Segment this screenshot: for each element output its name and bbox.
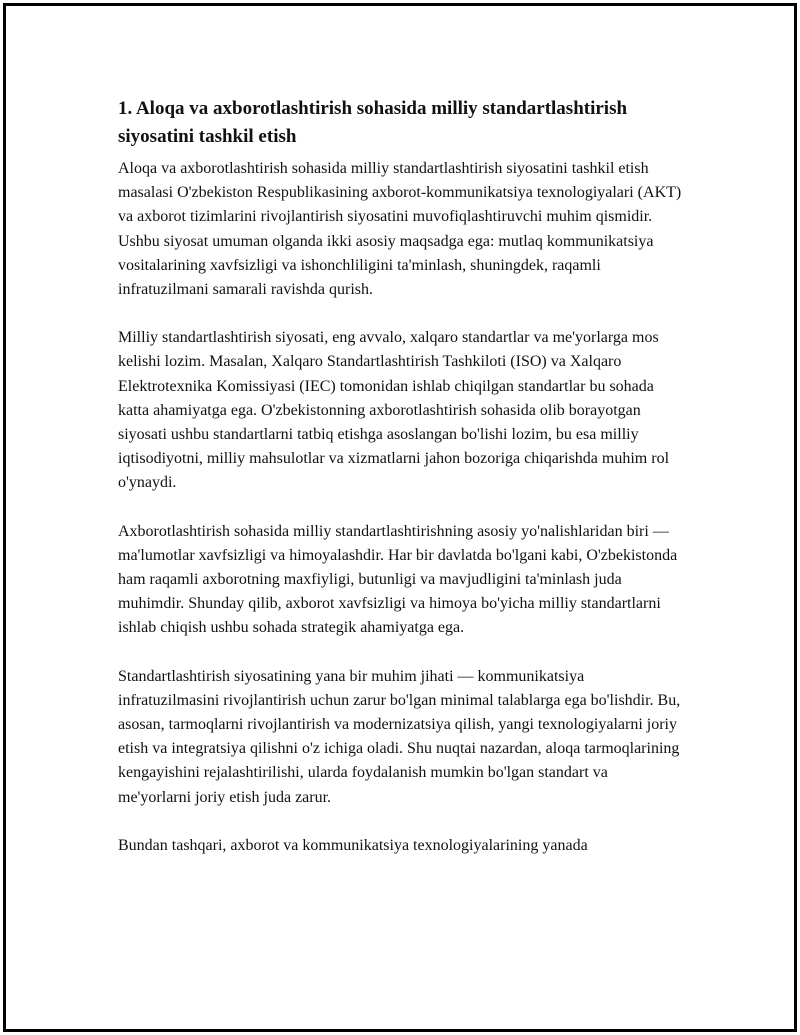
body-paragraph-3: Axborotlashtirish sohasida milliy standartlashtirishning asosiy yo'nalishlaridan biri — ma'lumotlar xavfsizligi va himoyalashdir. Har bir davlatda bo'lgani kabi, O'zbekistonda ham raqamli axborotning maxfiyligi, butunligi va mavjudligini ta'minlash juda muhimdir. Shunday qilib, axborot xavfsizligi va himoya bo'yicha milliy standartlarni ishlab chiqish ushbu sohada strategik ahamiyatga ega. — [118, 522, 678, 637]
document-content — [118, 95, 684, 882]
body-paragraph-2: Milliy standartlashtirish siyosati, eng avvalo, xalqaro standartlar va me'yorlarga mos kelishi lozim. Masalan, Xalqaro Standartlashtirish Tashkiloti (ISO) va Xalqaro Elektrotexnika Komissiyasi (IEC) tomonidan ishlab chiqilgan standartlar bu sohada katta ahamiyatga ega. O'zbekistonning axborotlashtirish sohasida olib borayotgan siyosati ushbu standartlarni tatbiq etishga asoslangan bo'lishi lozim, bu esa milliy iqtisodiyotni, milliy mahsulotlar va xizmatlarni jahon bozoriga chiqarishda muhim rol o'ynaydi. — [118, 329, 670, 492]
body-paragraph-1: Aloqa va axborotlashtirish sohasida milliy standartlashtirish siyosatini tashkil etish masalasi O'zbekiston Respublikasining axborot-kommunikatsiya texnologiyalari (AKT) va axborot tizimlarini rivojlantirish siyosatini muvofiqlashtiruvchi muhim qismidir. Ushbu siyosat umuman olganda ikki asosiy maqsadga ega: mutlaq kommunikatsiya vositalarining xavfsizligi va ishonchliligini ta'minlash, shuningdek, raqamli infratuzilmani samarali ravishda qurish. — [118, 160, 682, 299]
body-paragraph-5: Bundan tashqari, axborot va kommunikatsiya texnologiyalarining yanada — [118, 836, 588, 854]
body-paragraph-4: Standartlashtirish siyosatining yana bir muhim jihati — kommunikatsiya infratuzilmasini rivojlantirish uchun zarur bo'lgan minimal talablarga ega bo'lishdir. Bu, asosan, tarmoqlarni rivojlantirish va modernizatsiya qilish, yangi texnologiyalarni joriy etish va integratsiya qilishni o'z ichiga oladi. Shu nuqtai nazardan, aloqa tarmoqlarining kengayishini rejalashtirilishi, ularda foydalanish mumkin bo'lgan standart va me'yorlarni joriy etish juda zarur. — [118, 667, 681, 806]
section-heading: 1. Aloqa va axborotlashtirish sohasida milliy standartlashtirish siyosatini tashkil etish — [118, 98, 628, 147]
